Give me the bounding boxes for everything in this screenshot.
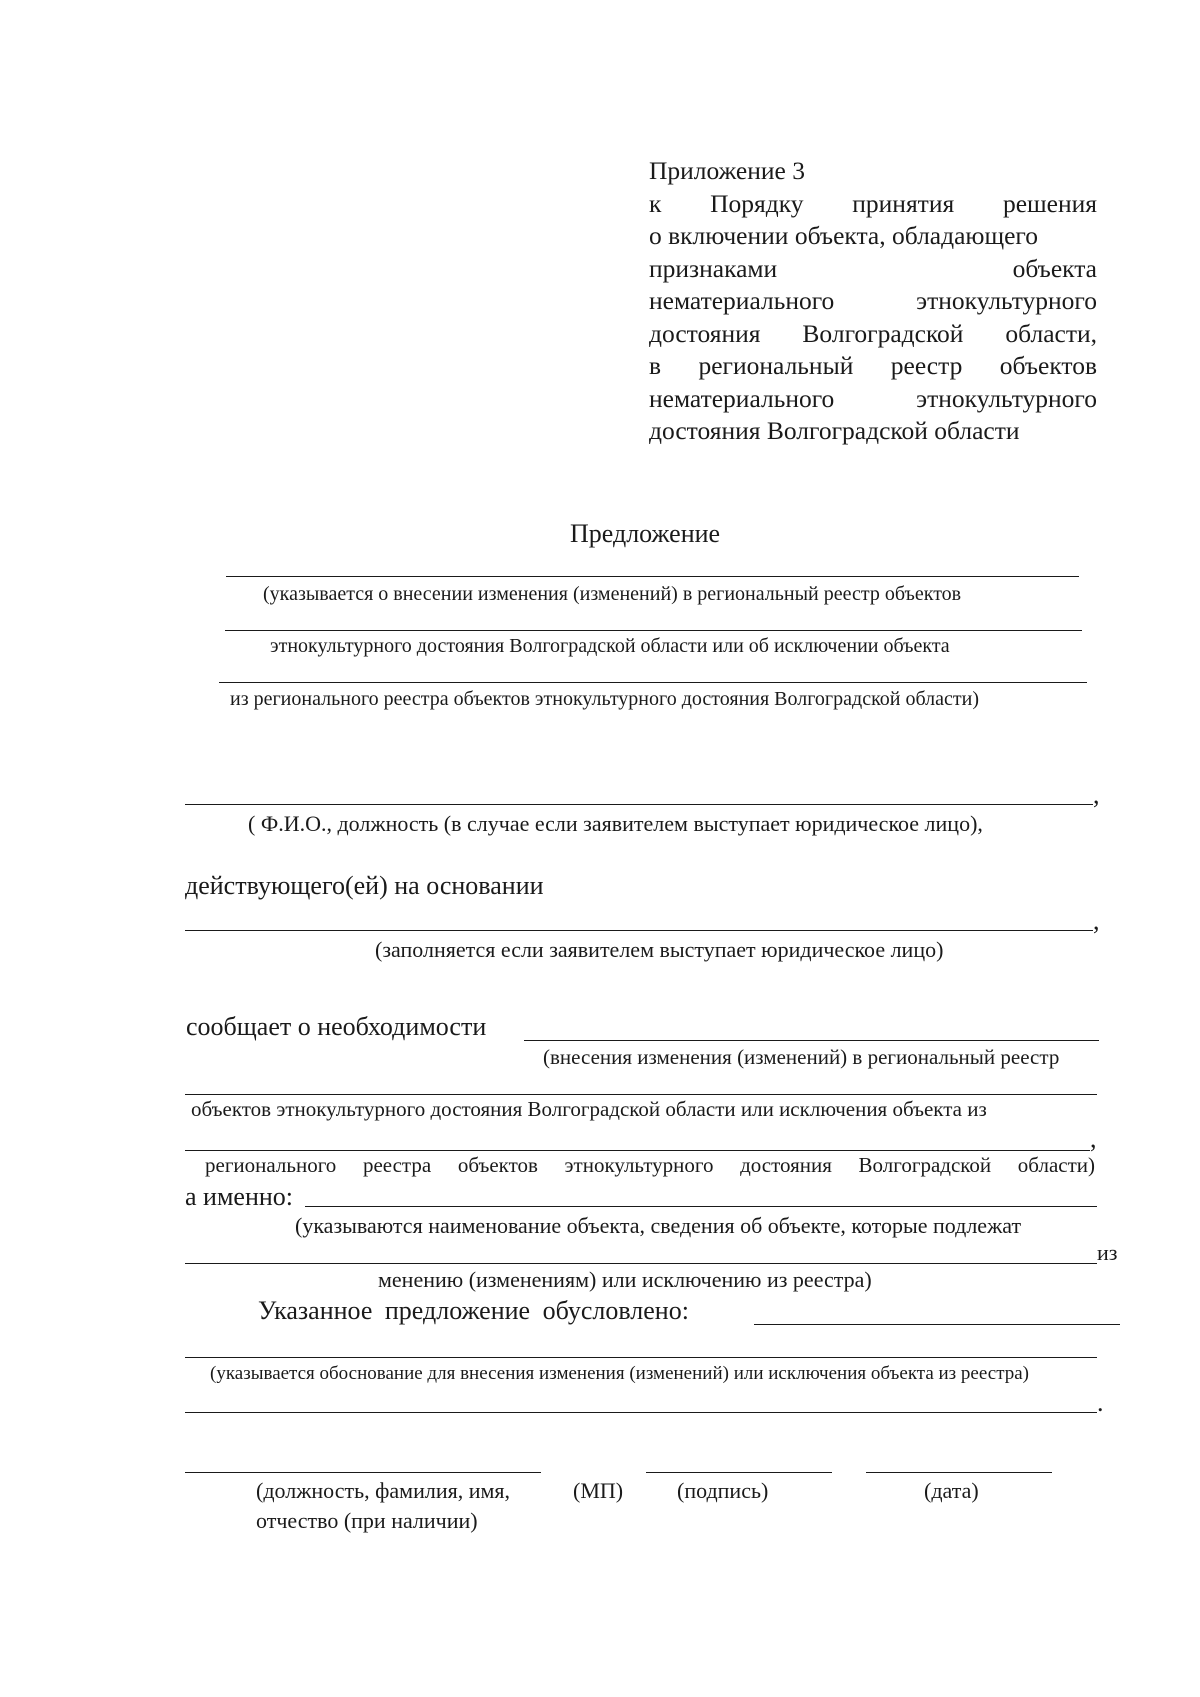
- fill-line-necessity-3[interactable]: [185, 1150, 1090, 1151]
- reports-label: сообщает о необходимости: [186, 1012, 487, 1041]
- fill-line-signature[interactable]: [646, 1472, 832, 1473]
- basis-hint: (заполняется если заявителем выступает юридическое лицо): [375, 937, 944, 962]
- appendix-block: [649, 155, 1097, 448]
- fill-line-justification-1[interactable]: [754, 1324, 1120, 1325]
- applicant-hint: ( Ф.И.О., должность (в случае если заявителем выступает юридическое лицо),: [248, 811, 983, 836]
- signature-hint: (подпись): [677, 1478, 769, 1503]
- stamp-hint: (МП): [573, 1478, 624, 1503]
- document-title: Предложение: [570, 519, 721, 548]
- fill-line-subject-2[interactable]: [225, 630, 1082, 631]
- necessity-hint-3: регионального реестра объектов этнокультурного достояния Волгоградской области): [205, 1153, 1095, 1177]
- fill-line-position-name[interactable]: [185, 1472, 541, 1473]
- namely-hint-3: менению (изменениям) или исключению из реестра): [378, 1267, 872, 1292]
- justification-label: Указанное предложение обусловлено:: [258, 1296, 689, 1325]
- subject-hint-3: из регионального реестра объектов этнокультурного достояния Волгоградской области): [230, 688, 979, 710]
- subject-hint-2: этнокультурного достояния Волгоградской области или об исключении объекта: [270, 635, 950, 657]
- fill-line-subject-1[interactable]: [226, 576, 1079, 577]
- appendix-line: о включении объекта, обладающего: [649, 221, 1038, 250]
- subject-hint-1: (указывается о внесении изменения (изменений) в региональный реестр объектов: [263, 583, 962, 605]
- necessity-hint-2: объектов этнокультурного достояния Волгоградской области или исключения объекта из: [191, 1097, 987, 1121]
- position-hint-2: отчество (при наличии): [256, 1508, 478, 1533]
- fill-line-namely-2[interactable]: [185, 1263, 1097, 1264]
- fill-line-justification-2[interactable]: [185, 1357, 1097, 1358]
- justification-end: .: [1097, 1388, 1104, 1417]
- basis-label: действующего(ей) на основании: [185, 871, 544, 900]
- date-hint: (дата): [924, 1478, 979, 1503]
- applicant-line-end: ,: [1093, 780, 1100, 809]
- fill-line-justification-3[interactable]: [185, 1412, 1097, 1413]
- appendix-line: в региональный реестр объектов: [649, 351, 1097, 380]
- namely-hint-1: (указываются наименование объекта, сведения об объекте, которые подлежат: [295, 1213, 1022, 1238]
- fill-line-date[interactable]: [866, 1472, 1052, 1473]
- appendix-line: к Порядку принятия решения: [649, 188, 1097, 218]
- appendix-line: достояния Волгоградской области: [649, 416, 1020, 445]
- basis-line-end: ,: [1093, 906, 1100, 935]
- fill-line-necessity-1[interactable]: [524, 1040, 1099, 1041]
- necessity-hint-1: (внесения изменения (изменений) в региональный реестр: [543, 1045, 1060, 1069]
- position-hint-1: (должность, фамилия, имя,: [256, 1478, 511, 1503]
- appendix-line: признаками объекта: [649, 253, 1097, 283]
- namely-label: а именно:: [185, 1182, 293, 1211]
- fill-line-necessity-2[interactable]: [185, 1094, 1097, 1095]
- appendix-line: нематериального этнокультурного: [649, 286, 1097, 315]
- fill-line-namely[interactable]: [305, 1206, 1097, 1207]
- appendix-heading: Приложение 3: [649, 156, 805, 185]
- necessity-line-end: ,: [1090, 1124, 1097, 1153]
- appendix-line: достояния Волгоградской области,: [649, 318, 1097, 348]
- fill-line-applicant[interactable]: [185, 804, 1093, 805]
- fill-line-subject-3[interactable]: [219, 682, 1087, 683]
- justification-hint: (указывается обоснование для внесения изменения (изменений) или исключения объекта из реестра): [210, 1363, 1030, 1384]
- namely-hint-2-tail: из: [1097, 1240, 1118, 1265]
- fill-line-basis[interactable]: [185, 930, 1093, 931]
- appendix-line: нематериального этнокультурного: [649, 383, 1097, 413]
